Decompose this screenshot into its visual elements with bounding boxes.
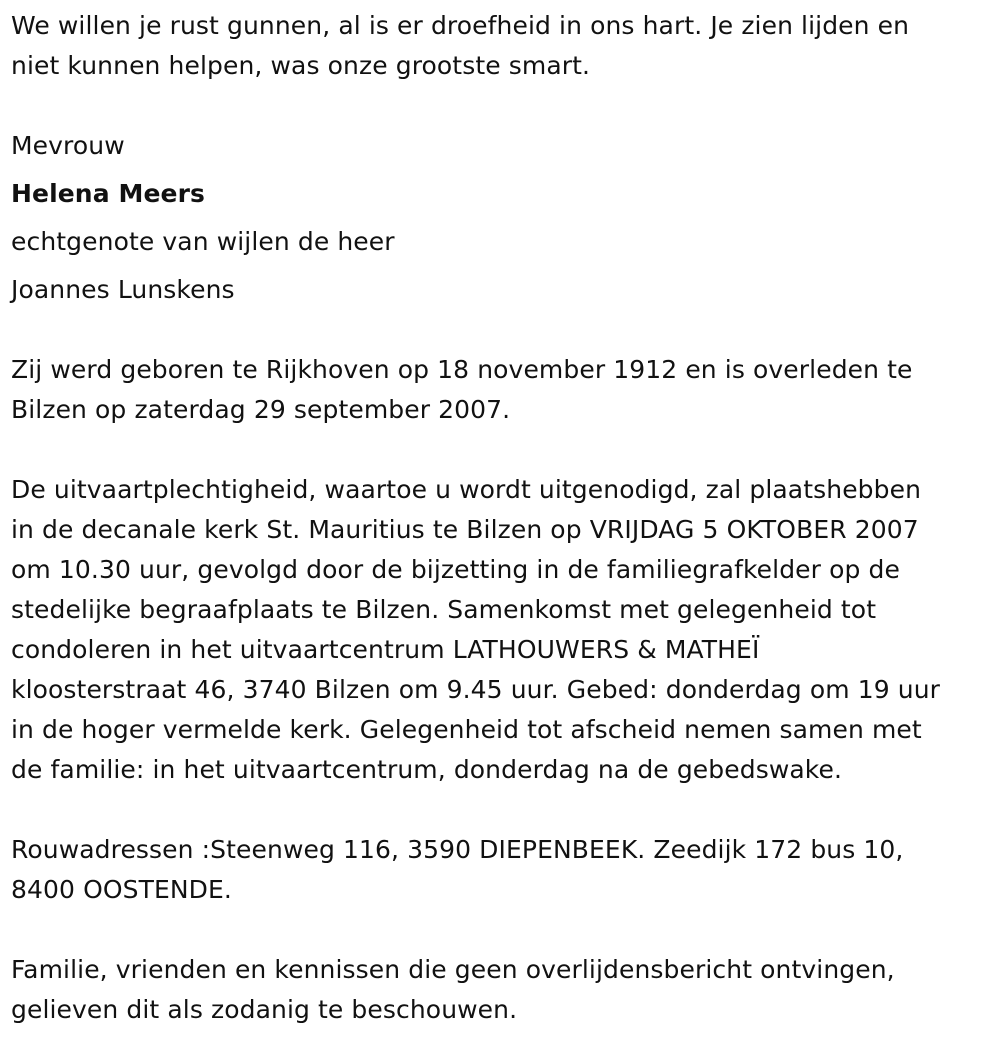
funeral-paragraph: De uitvaartplechtigheid, waartoe u wordt uitgenodigd, zal plaatshebben in de decanale kerk St. Mauritius te Bilzen op VRIJDAG 5 OKTOBER 2007 om 10.30 uur, gevolgd door de bijzetting in de familiegrafkelder op de stedelijke begraafplaats te Bilzen. Samenkomst met gelegenheid tot condoleren in het uitvaartcentrum LATHOUWERS & MATHEÏ kloosterstraat 46, 3740 Bilzen om 9.45 uur. Gebed: donderdag om 19 uur in de hoger vermelde kerk. Gelegenheid tot afscheid nemen samen met de familie: in het uitvaartcentrum, donderdag na de gebedswake. [11, 475, 941, 784]
deceased-name: Helena Meers [11, 179, 205, 208]
spouse-relation: echtgenote van wijlen de heer [11, 227, 395, 256]
spouse-name: Joannes Lunskens [11, 275, 235, 304]
mourning-addresses: Rouwadressen :Steenweg 116, 3590 DIEPENBEEK. Zeedijk 172 bus 10, 8400 OOSTENDE. [11, 835, 904, 904]
intro-verse: We willen je rust gunnen, al is er droefheid in ons hart. Je zien lijden en niet kunnen helpen, was onze grootste smart. [11, 11, 910, 80]
honorific: Mevrouw [11, 131, 125, 160]
birth-death-paragraph: Zij werd geboren te Rijkhoven op 18 november 1912 en is overleden te Bilzen op zaterdag 29 september 2007. [11, 355, 913, 424]
notice-paragraph: Familie, vrienden en kennissen die geen overlijdensbericht ontvingen, gelieven dit als zodanig te beschouwen. [11, 955, 895, 1024]
